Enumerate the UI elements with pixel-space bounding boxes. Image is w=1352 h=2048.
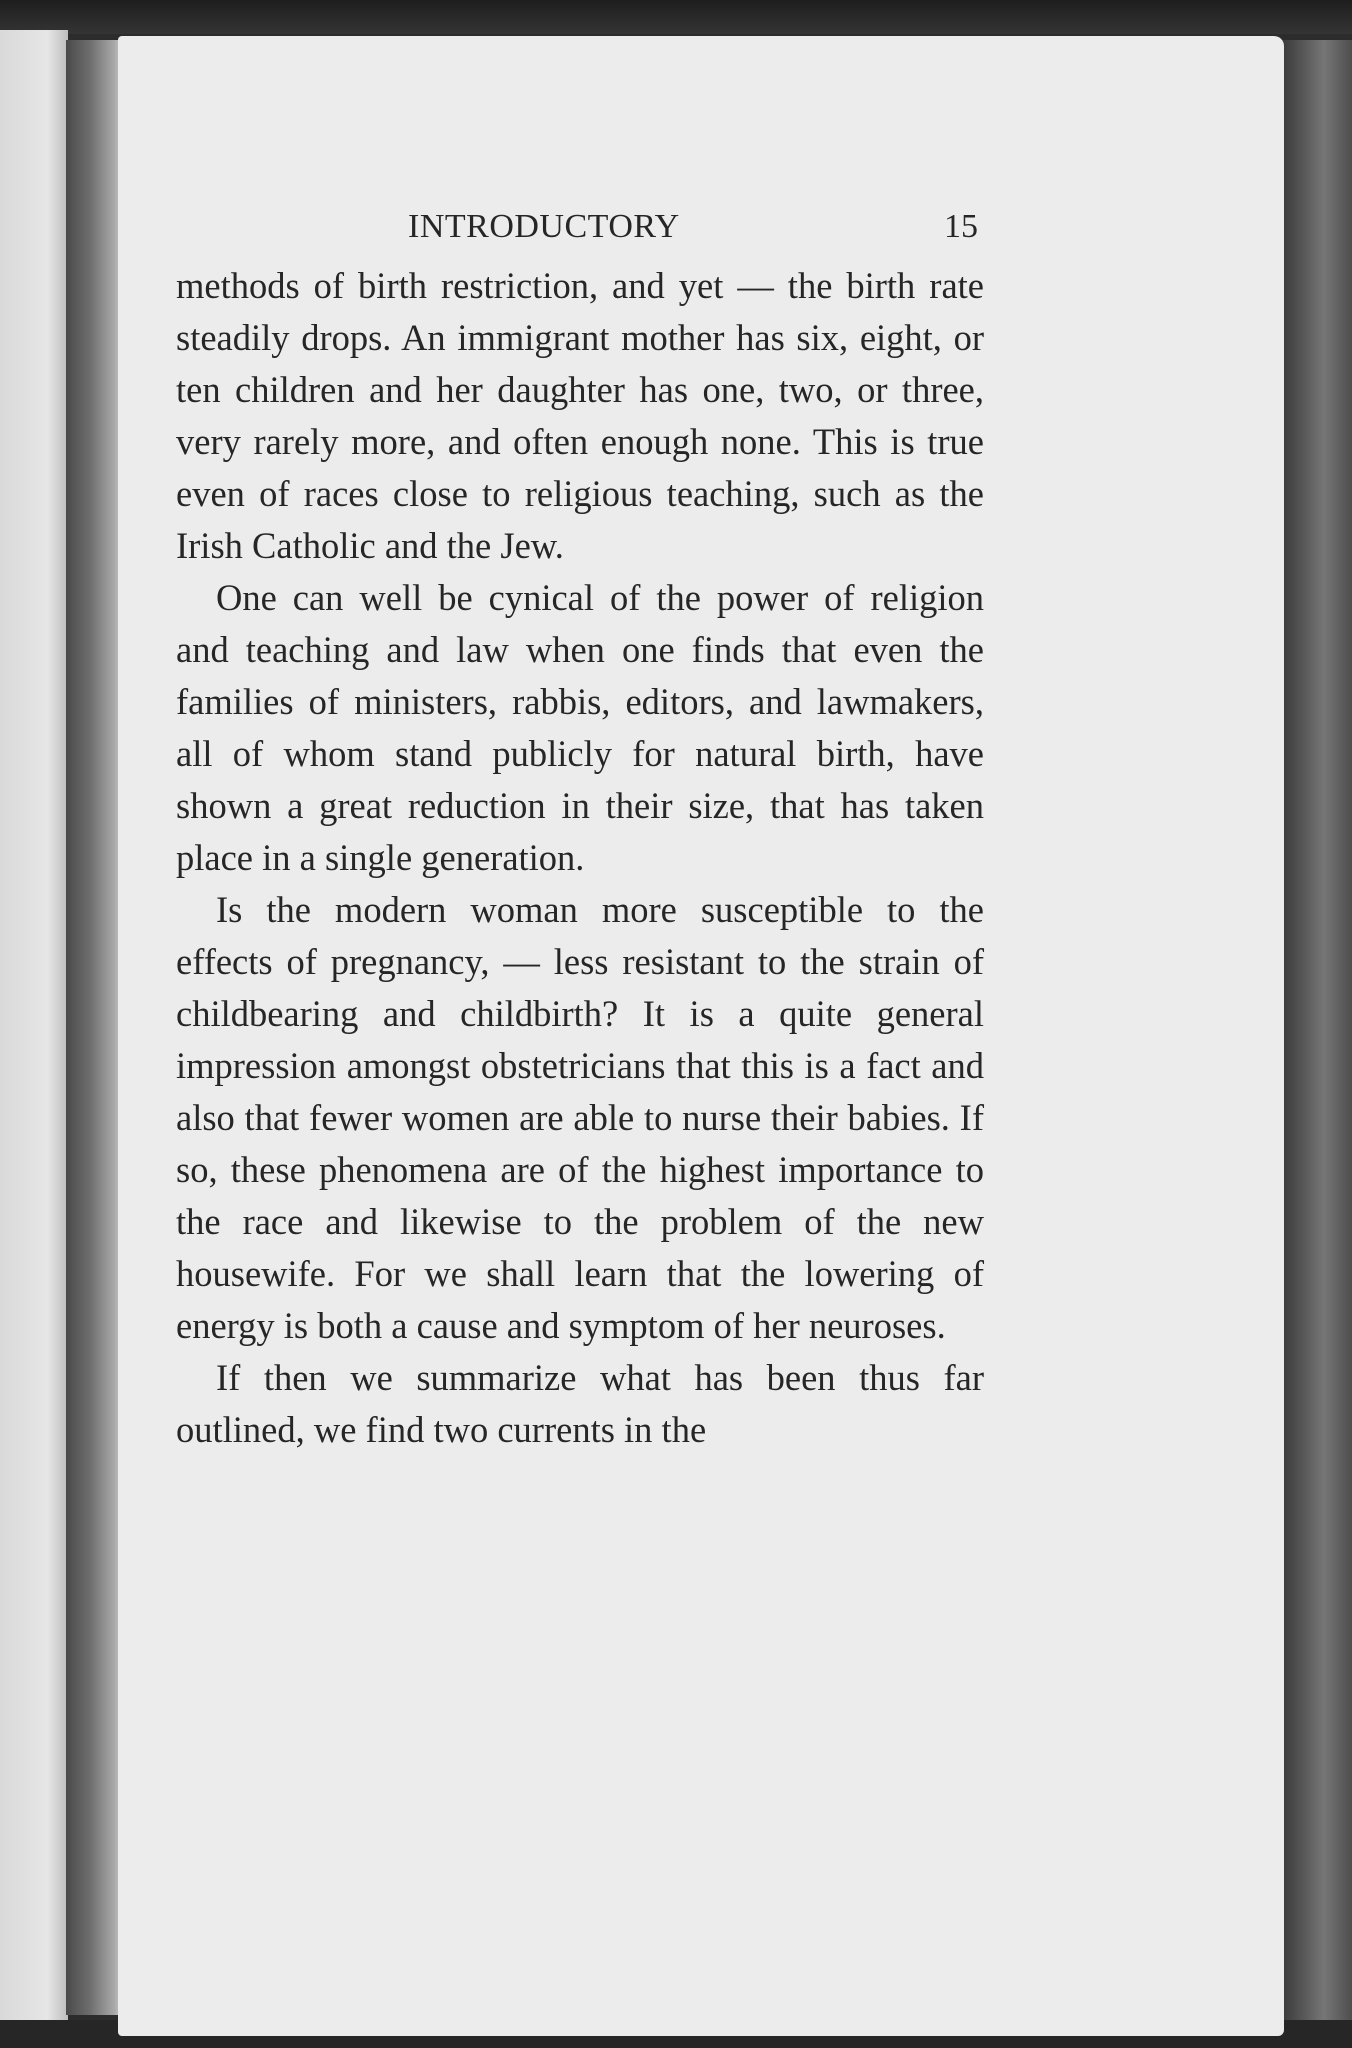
page-number: 15 [944,208,978,245]
running-title: INTRODUCTORY [408,208,680,245]
book-gutter [66,40,126,2015]
paragraph: methods of birth restriction, and yet — the birth rate steadily drops. An immigrant mother has six, eight, or ten children and her daughter has one, two, or three, very rarely more, and often enough none. This is true even of races close to religious teaching, such as the Irish Catholic and the Jew. [176,265,984,566]
page-stack-edge [1282,40,1352,2040]
paragraph: One can well be cynical of the power of religion and teaching and law when one finds that even the families of ministers, rabbis, editors, and lawmakers, all of whom stand publicly for natural birth, have shown a great reduction in their size, that has taken place in a single generation. [176,577,984,878]
facing-page-edge [0,30,68,2030]
page-text-block [176,208,984,1456]
running-head [176,208,984,260]
paragraph: If then we summarize what has been thus far outlined, we find two currents in the [176,1357,984,1450]
scan-top-border [0,0,1352,34]
paragraph: Is the modern woman more susceptible to the effects of pregnancy, — less resistant to the strain of childbearing and childbirth? It is a quite general impression amongst obstetricians that this is a fact and also that fewer women are able to nurse their babies. If so, these phenomena are of the highest importance to the race and likewise to the problem of the new housewife. For we shall learn that the lowering of energy is both a cause and symptom of her neuroses. [176,889,984,1346]
